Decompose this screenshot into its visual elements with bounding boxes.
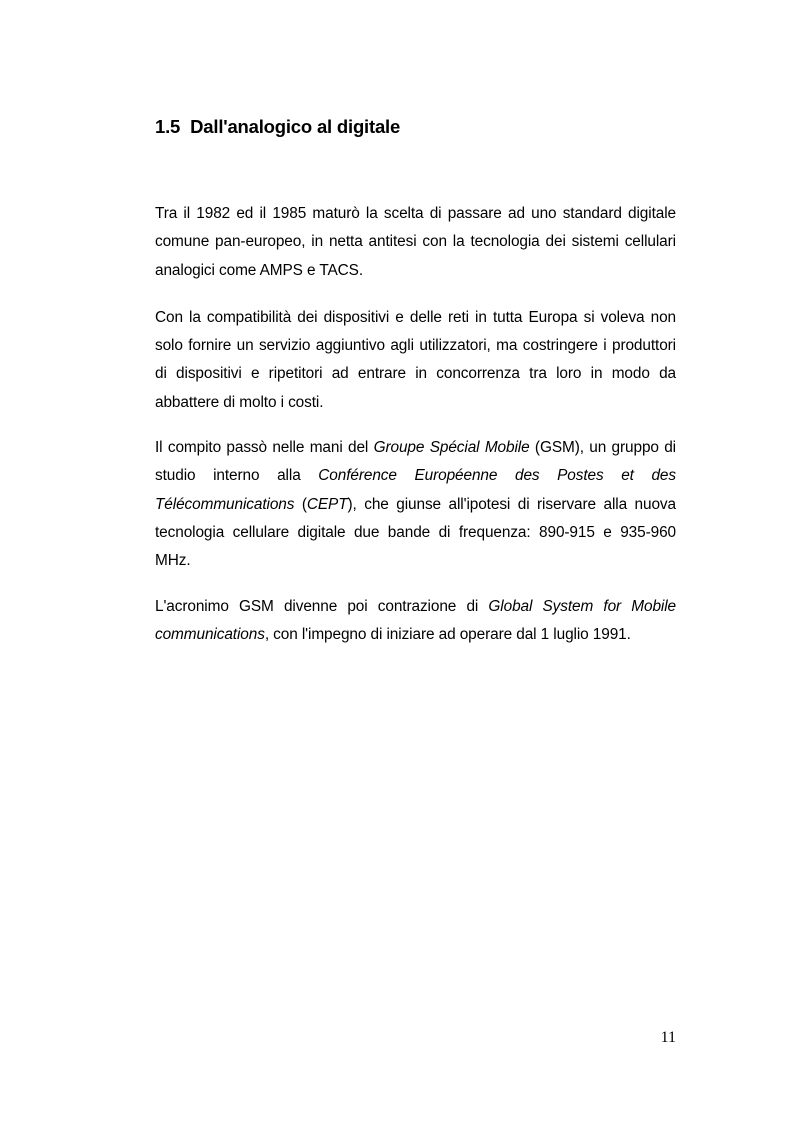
paragraph-1: Tra il 1982 ed il 1985 maturò la scelta di passare ad uno standard digitale comune pan-europeo, in netta antitesi con la tecnologia dei sistemi cellulari analogici come AMPS e TACS. (155, 205, 676, 279)
paragraph-3 (155, 434, 676, 575)
paragraph-3-italic-cept: CEPT (306, 495, 348, 513)
section-title: Dall'analogico al digitale (190, 116, 401, 137)
paragraph-4 (155, 593, 676, 650)
paragraph-3-italic-groupe: Groupe Spécial Mobile (373, 439, 530, 457)
body-text (155, 200, 676, 667)
section-number: 1.5 (155, 116, 181, 137)
paragraph-3-text-1: Il compito passò nelle mani del (155, 439, 374, 457)
section-heading (155, 116, 400, 138)
paragraph-4-text-2: , con l'impegno di iniziare ad operare dal 1 luglio 1991. (264, 625, 631, 643)
paragraph-4-text-1: L'acronimo GSM divenne poi contrazione di (155, 597, 489, 615)
paragraph-3-text-2: (GSM), un gruppo di studio interno alla (155, 439, 677, 485)
paragraph-2: Con la compatibilità dei dispositivi e delle reti in tutta Europa si voleva non solo fornire un servizio aggiuntivo agli utilizzatori, ma costringere i produttori di dispositivi e ripetitori ad entrare in concorrenza tra loro in modo da abbattere di molto i costi. (155, 308, 676, 411)
paragraph-4-italic-gsm: Global System for Mobile communications (155, 597, 677, 643)
page-number: 11 (660, 1029, 676, 1046)
paragraph-3-text-3: ( (294, 495, 307, 513)
paragraph-3-italic-conference: Conférence Européenne des Postes et des Télécommunications (155, 467, 676, 513)
paragraph-3-text-4: ), che giunse all'ipotesi di riservare alla nuova tecnologia cellulare digitale due bande di frequenza: 890-915 e 935-960 MHz. (155, 495, 676, 570)
